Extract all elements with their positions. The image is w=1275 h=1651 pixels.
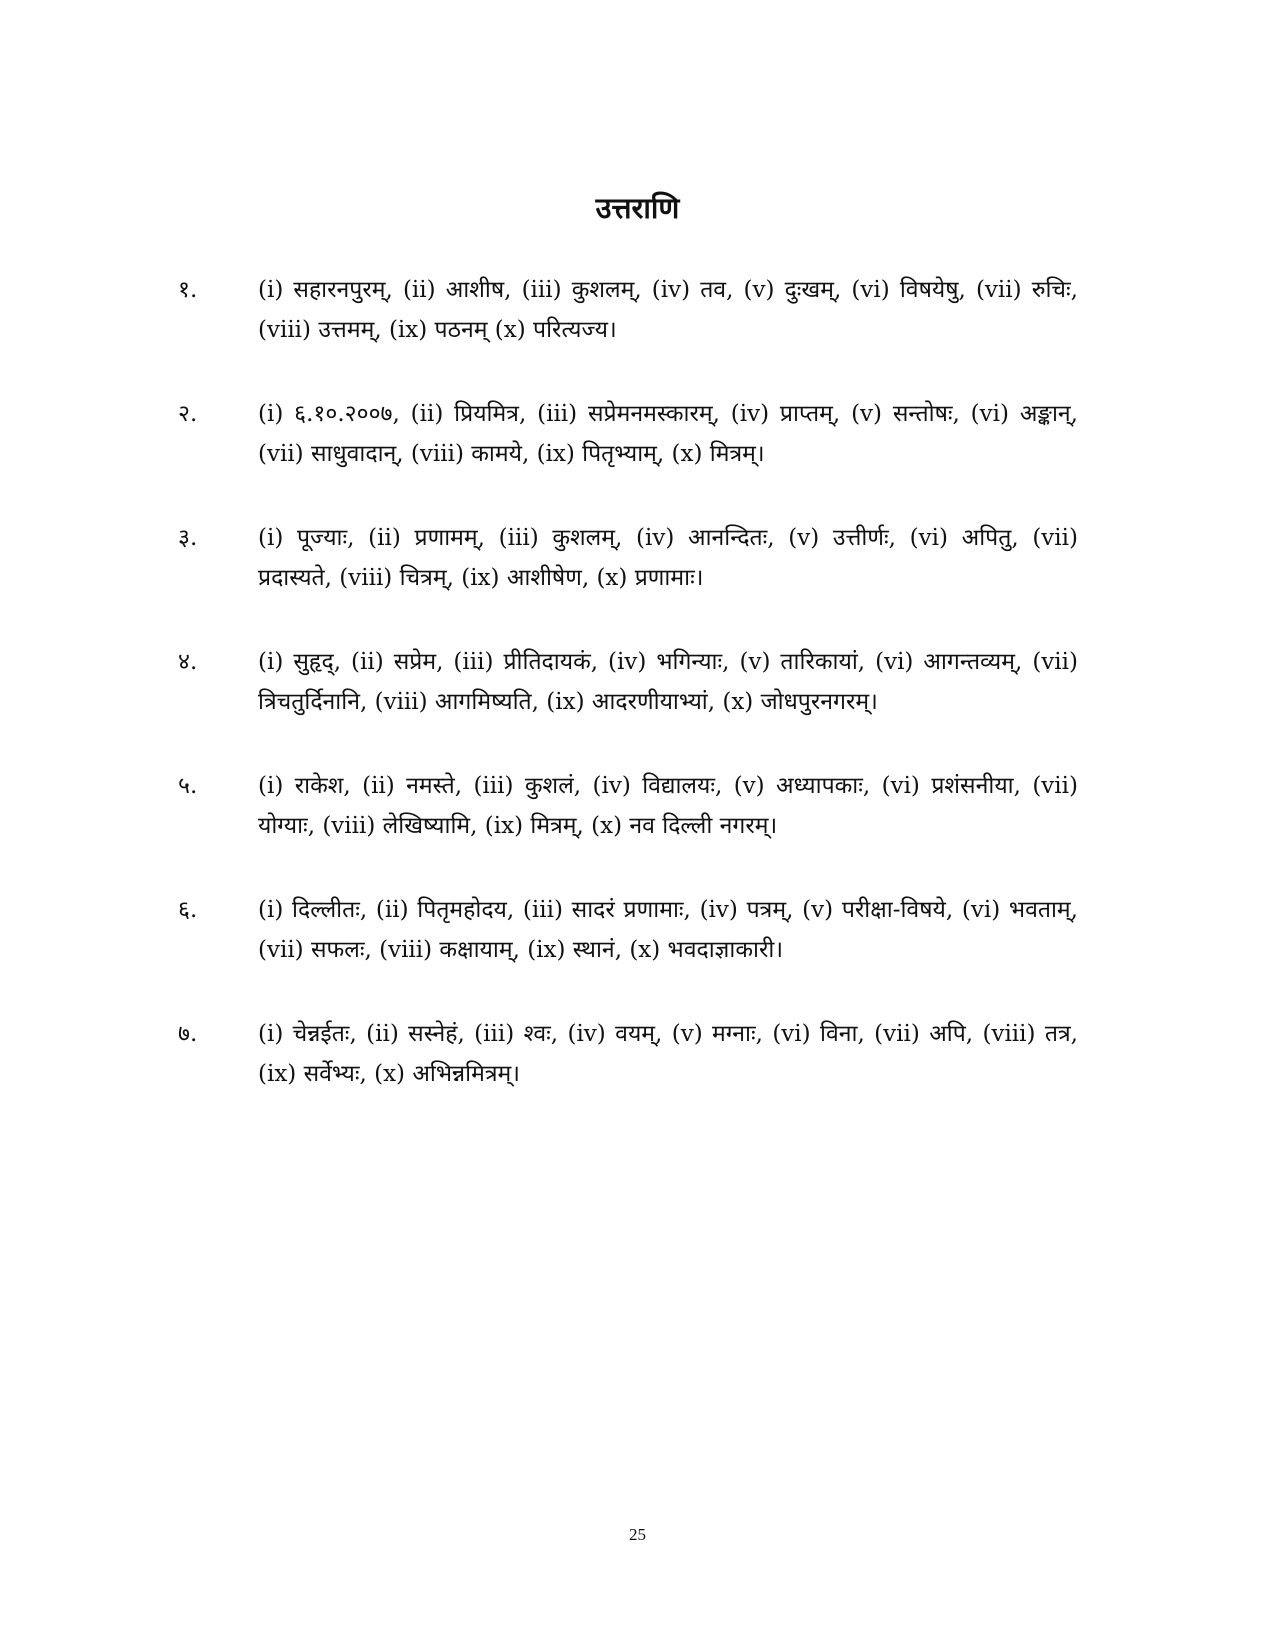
- answer-item-1: [178, 270, 1078, 350]
- answer-item-5: [178, 766, 1078, 846]
- answers-list: [178, 270, 1078, 1138]
- answer-number: १.: [178, 277, 198, 303]
- answer-text: (i) सुहृद्, (ii) सप्रेम, (iii) प्रीतिदायकं, (iv) भगिन्याः, (v) तारिकायां, (vi) आगन्तव्यम्, (vii) त्रिचतुर्दिनानि, (viii) आगमिष्यति, (ix) आदरणीयाभ्यां, (x) जोधपुरनगरम्।: [258, 649, 1078, 715]
- answer-item-7: [178, 1014, 1078, 1094]
- answer-text: (i) सहारनपुरम्, (ii) आशीष, (iii) कुशलम्, (iv) तव, (v) दुःखम्, (vi) विषयेषु, (vii) रुचिः, (viii) उत्तमम्, (ix) पठनम् (x) परित्यज्य।: [258, 277, 1078, 343]
- answer-number: ४.: [178, 649, 198, 675]
- answer-number: ५.: [178, 773, 198, 799]
- answer-item-4: [178, 642, 1078, 722]
- answer-text: (i) चेन्नईतः, (ii) सस्नेहं, (iii) श्वः, (iv) वयम्, (v) मग्नाः, (vi) विना, (vii) अपि, (viii) तत्र, (ix) सर्वेभ्यः, (x) अभिन्नमित्रम्।: [258, 1021, 1078, 1087]
- answer-item-3: [178, 518, 1078, 598]
- answer-number: ३.: [178, 525, 198, 551]
- page-number: 25: [629, 1525, 646, 1544]
- answer-text: (i) राकेश, (ii) नमस्ते, (iii) कुशलं, (iv) विद्यालयः, (v) अध्यापकाः, (vi) प्रशंसनीया, (vii) योग्याः, (viii) लेखिष्यामि, (ix) मित्रम्, (x) नव दिल्ली नगरम्।: [258, 773, 1078, 839]
- answer-item-2: [178, 394, 1078, 474]
- answer-number: ६.: [178, 897, 198, 923]
- answer-number: ७.: [178, 1021, 198, 1047]
- answer-number: २.: [178, 401, 198, 427]
- answer-text: (i) दिल्लीतः, (ii) पितृमहोदय, (iii) सादरं प्रणामाः, (iv) पत्रम्, (v) परीक्षा-विषये, (vi) भवताम्, (vii) सफलः, (viii) कक्षायाम्, (ix) स्थानं, (x) भवदाज्ञाकारी।: [258, 897, 1078, 963]
- page-title: उत्तराणि: [595, 191, 680, 225]
- answer-text: (i) पूज्याः, (ii) प्रणामम्, (iii) कुशलम्, (iv) आनन्दितः, (v) उत्तीर्णः, (vi) अपितु, (vii) प्रदास्यते, (viii) चित्रम्, (ix) आशीषेण, (x) प्रणामाः।: [258, 525, 1078, 591]
- answer-item-6: [178, 890, 1078, 970]
- answer-text: (i) ६.१०.२००७, (ii) प्रियमित्र, (iii) सप्रेमनमस्कारम्, (iv) प्राप्तम्, (v) सन्तोषः, (vi) अङ्कान्, (vii) साधुवादान्, (viii) कामये, (ix) पितृभ्याम्, (x) मित्रम्।: [258, 401, 1078, 467]
